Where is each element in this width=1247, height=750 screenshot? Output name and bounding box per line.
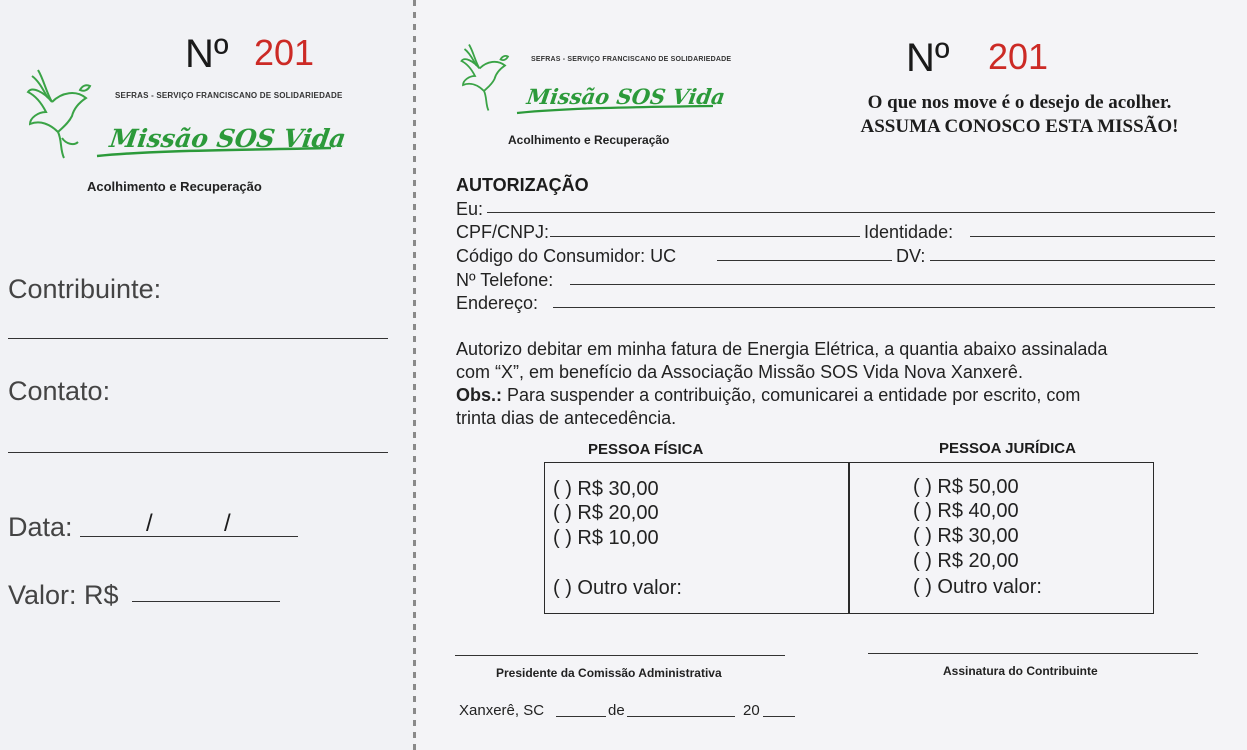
date-separator: / (224, 510, 231, 537)
stub-date-line[interactable] (80, 536, 298, 537)
stub-contribuinte-line[interactable] (8, 338, 388, 339)
stub-contato-line[interactable] (8, 452, 388, 453)
field-codigo-label: Código do Consumidor: UC (456, 246, 677, 266)
paragraph-line: Autorizo debitar em minha fatura de Energia Elétrica, a quantia abaixo assinalada (456, 339, 1108, 359)
field-cpf-line[interactable] (550, 236, 860, 237)
field-codigo-line[interactable] (717, 260, 892, 261)
brand-name: Missão SOS Vida (107, 124, 348, 153)
field-telefone-label: Nº Telefone: (456, 270, 554, 290)
org-small-text: SEFRAS - SERVIÇO FRANCISCANO DE SOLIDARIEDADE (115, 91, 343, 100)
org-small-text: SEFRAS - SERVIÇO FRANCISCANO DE SOLIDARIEDADE (531, 56, 732, 63)
pf-option-other[interactable]: ( ) Outro valor: (553, 577, 682, 599)
field-endereco-label: Endereço: (456, 293, 539, 313)
org-tagline: Acolhimento e Recuperação (508, 133, 670, 147)
date-separator: / (146, 510, 153, 537)
number-label: Nº (185, 32, 229, 76)
field-dv-label: DV: (896, 246, 926, 266)
footer-de: de (608, 702, 625, 719)
pf-option[interactable]: ( ) R$ 20,00 (553, 502, 659, 524)
motto-line-1: O que nos move é o desejo de acolher. (867, 92, 1172, 113)
dove-icon (457, 34, 517, 118)
field-identidade-line[interactable] (970, 236, 1215, 237)
field-telefone-line[interactable] (570, 284, 1215, 285)
number-label: Nº (906, 36, 950, 80)
stub-data-label: Data: (8, 512, 73, 542)
field-eu-label: Eu: (456, 199, 484, 219)
org-tagline: Acolhimento e Recuperação (87, 179, 262, 194)
contributor-signature-line[interactable] (868, 653, 1198, 654)
obs-text: Para suspender a contribuição, comunicarei a entidade por escrito, com (502, 385, 1081, 405)
pj-option[interactable]: ( ) R$ 40,00 (913, 500, 1019, 522)
footer-day-line[interactable] (556, 716, 606, 717)
perforation-divider (413, 0, 416, 750)
pessoa-juridica-title: PESSOA JURÍDICA (939, 440, 1076, 457)
contributor-signature-label: Assinatura do Contribuinte (943, 664, 1098, 678)
stub-valor-label: Valor: R$ (8, 580, 119, 610)
pj-option[interactable]: ( ) R$ 30,00 (913, 525, 1019, 547)
obs-label: Obs.: (456, 385, 503, 405)
footer-year: 20 (743, 702, 760, 719)
field-eu-line[interactable] (487, 212, 1215, 213)
stub-contribuinte-label: Contribuinte: (8, 274, 162, 304)
dove-icon (22, 62, 102, 162)
field-dv-line[interactable] (930, 260, 1215, 261)
brand-swoosh-icon (515, 104, 715, 116)
authorization-paragraph (456, 338, 1226, 430)
pj-option[interactable]: ( ) R$ 50,00 (913, 476, 1019, 498)
motto-line-2: ASSUMA CONOSCO ESTA MISSÃO! (860, 116, 1179, 137)
footer-city: Xanxerê, SC (459, 702, 545, 719)
stub-valor-line[interactable] (132, 601, 280, 602)
brand-swoosh-icon (95, 146, 335, 160)
pj-option[interactable]: ( ) R$ 20,00 (913, 550, 1019, 572)
footer-month-line[interactable] (627, 716, 735, 717)
pf-option[interactable]: ( ) R$ 10,00 (553, 527, 659, 549)
pf-option[interactable]: ( ) R$ 30,00 (553, 478, 659, 500)
field-endereco-line[interactable] (553, 307, 1215, 308)
pessoa-fisica-title: PESSOA FÍSICA (588, 441, 704, 458)
paragraph-line: trinta dias de antecedência. (456, 408, 677, 428)
field-identidade-label: Identidade: (864, 222, 954, 242)
brand-name: Missão SOS Vida (525, 84, 727, 109)
field-cpf-label: CPF/CNPJ: (456, 222, 550, 242)
form-title: AUTORIZAÇÃO (456, 175, 589, 195)
receipt-number: 201 (254, 32, 315, 73)
footer-year-line[interactable] (763, 716, 795, 717)
obs-line (456, 384, 1226, 407)
pj-option-other[interactable]: ( ) Outro valor: (913, 576, 1042, 598)
president-signature-label: Presidente da Comissão Administrativa (496, 666, 722, 680)
authorization-form (417, 0, 1247, 750)
form-number: 201 (988, 36, 1049, 77)
paragraph-line: com “X”, em benefício da Associação Missão SOS Vida Nova Xanxerê. (456, 362, 1023, 382)
receipt-stub (0, 0, 414, 750)
stub-contato-label: Contato: (8, 376, 111, 406)
president-signature-line[interactable] (455, 655, 785, 656)
